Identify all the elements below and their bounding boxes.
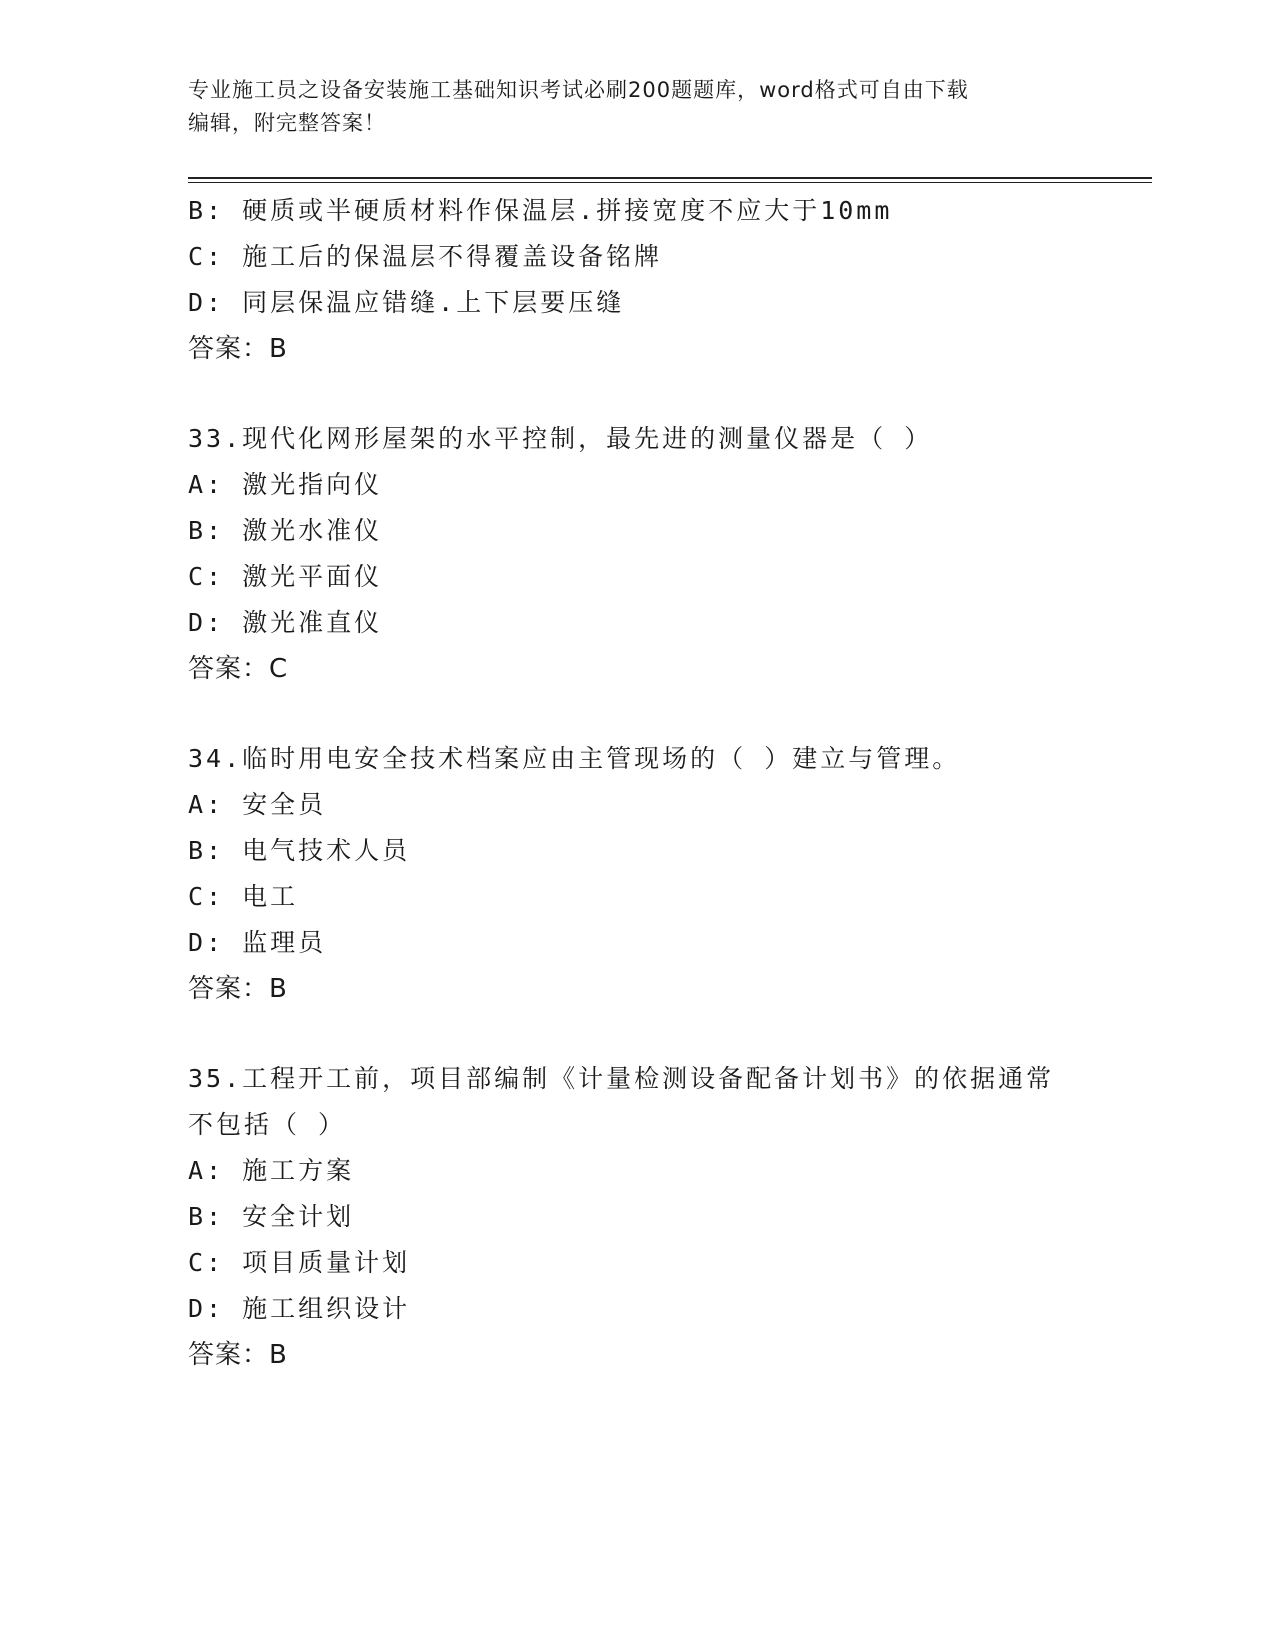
option-d: D: 同层保温应错缝.上下层要压缝: [188, 288, 625, 317]
option-c: C: 项目质量计划: [188, 1248, 411, 1277]
question-33: [188, 416, 1088, 692]
question-stem-continued: 不包括（ ）: [188, 1110, 347, 1139]
option-b: B: 电气技术人员: [188, 836, 411, 865]
question-content: [188, 188, 1088, 1378]
previous-question-tail: [188, 188, 1088, 372]
question-35: [188, 1056, 1088, 1378]
option-d: D: 施工组织设计: [188, 1294, 411, 1323]
option-b: B: 硬质或半硬质材料作保温层.拼接宽度不应大于10mm: [188, 196, 893, 225]
option-a: A: 安全员: [188, 790, 327, 819]
option-b: B: 安全计划: [188, 1202, 355, 1231]
answer-line: 答案：C: [188, 654, 289, 684]
option-d: D: 监理员: [188, 928, 327, 957]
page-header: [188, 74, 1088, 140]
option-d: D: 激光准直仪: [188, 608, 383, 637]
option-c: C: 激光平面仪: [188, 562, 383, 591]
option-a: A: 施工方案: [188, 1156, 355, 1185]
question-34: [188, 736, 1088, 1012]
option-b: B: 激光水准仪: [188, 516, 383, 545]
option-c: C: 施工后的保温层不得覆盖设备铭牌: [188, 242, 663, 271]
question-stem: 33.现代化网形屋架的水平控制，最先进的测量仪器是（ ）: [188, 424, 933, 453]
header-divider: [188, 177, 1152, 183]
option-a: A: 激光指向仪: [188, 470, 383, 499]
question-stem: 34.临时用电安全技术档案应由主管现场的（ ）建立与管理。: [188, 744, 961, 773]
header-title-line-1: 专业施工员之设备安装施工基础知识考试必刷200题题库，word格式可自由下载: [188, 78, 969, 102]
question-stem: 35.工程开工前，项目部编制《计量检测设备配备计划书》的依据通常: [188, 1064, 1055, 1093]
option-c: C: 电工: [188, 882, 299, 911]
header-title-line-2: 编辑，附完整答案！: [188, 111, 386, 135]
answer-line: 答案：B: [188, 334, 288, 364]
answer-line: 答案：B: [188, 974, 288, 1004]
answer-line: 答案：B: [188, 1340, 288, 1370]
